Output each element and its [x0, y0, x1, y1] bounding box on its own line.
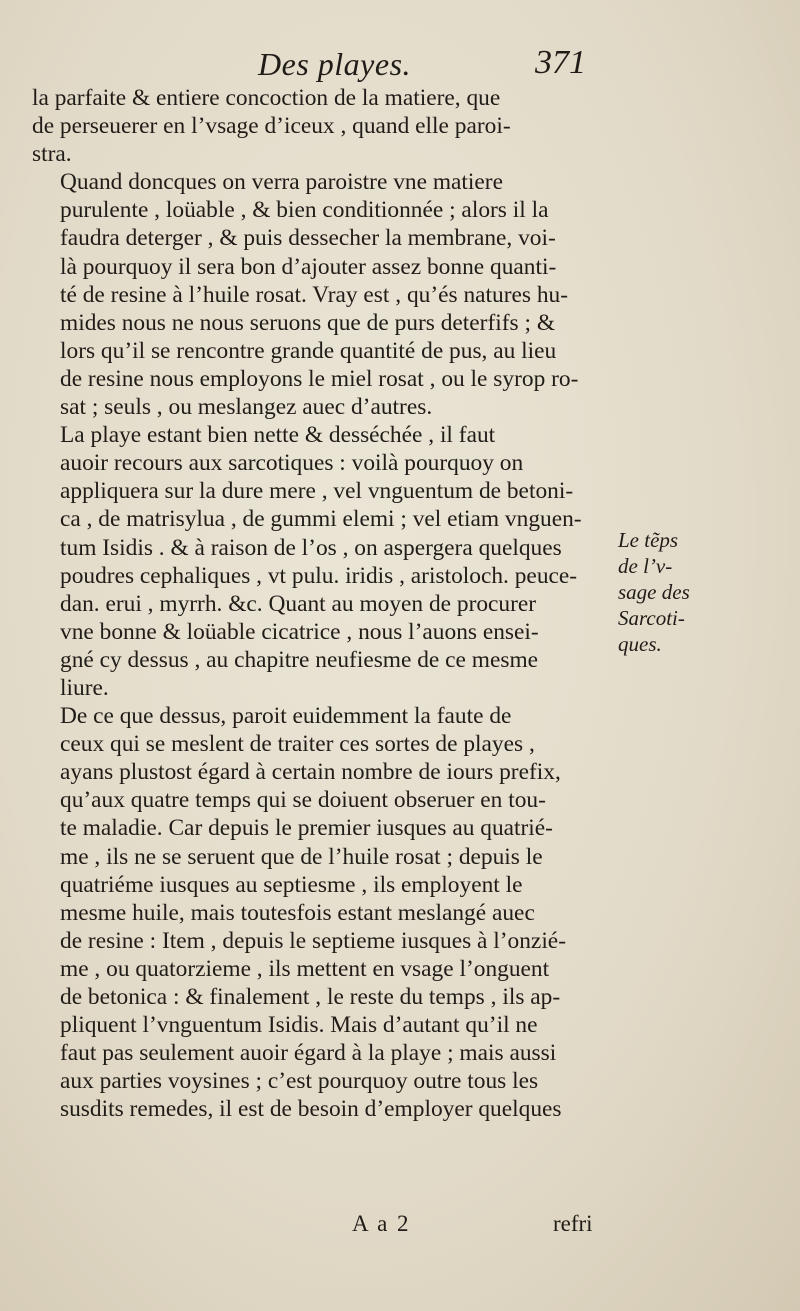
paragraph — [32, 84, 622, 168]
margin-note — [618, 527, 708, 657]
text-line: ca , de matrisylua , de gummi elemi ; vel etiam vnguen- — [60, 506, 582, 533]
text-line: appliquera sur la dure mere , vel vnguentum de betoni- — [60, 478, 574, 505]
text-line: mesme huile, mais toutesfois estant meslangé auec — [60, 899, 535, 926]
text-line: tum Isidis . & à raison de l’os , on aspergera quelques — [60, 534, 562, 561]
text-line: me , ou quatorzieme , ils mettent en vsage l’onguent — [60, 955, 550, 982]
text-line: là pourquoy il sera bon d’ajouter assez bonne quanti- — [60, 253, 557, 280]
page-number: 371 — [535, 44, 586, 81]
text-line: ceux qui se meslent de traiter ces sortes de playes , — [60, 731, 535, 758]
paragraph — [32, 168, 622, 421]
text-line: susdits remedes, il est de besoin d’employer quelques — [60, 1096, 562, 1123]
text-line: stra. — [32, 141, 72, 168]
margin-note-line: sage des — [618, 580, 690, 604]
text-line: La playe estant bien nette & desséchée , il faut — [60, 422, 496, 449]
text-line: gné cy dessus , au chapitre neufiesme de ce mesme — [60, 646, 539, 673]
text-line: Quand doncques on verra paroistre vne matiere — [60, 169, 503, 196]
text-line: liure. — [60, 674, 109, 701]
text-line: de resine : Item , depuis le septieme iusques à l’onzié- — [60, 927, 566, 954]
text-line: ayans plustost égard à certain nombre de iours prefix, — [60, 759, 561, 786]
catchword: refri — [553, 1211, 593, 1236]
page-header — [0, 40, 800, 84]
margin-note-line: de l’v- — [618, 554, 673, 578]
paragraph — [32, 702, 622, 1123]
text-line: te maladie. Car depuis le premier iusques au quatrié- — [60, 815, 553, 842]
margin-note-line: Sarcoti- — [618, 606, 685, 630]
text-line: me , ils ne se seruent que de l’huile rosat ; depuis le — [60, 843, 543, 870]
text-line: de resine nous employons le miel rosat , ou le syrop ro- — [60, 365, 579, 392]
page-footer — [0, 1207, 800, 1247]
text-line: de perseuerer en l’vsage d’iceux , quand elle paroi- — [32, 113, 511, 140]
text-line: faudra deterger , & puis dessecher la membrane, voi- — [60, 225, 556, 252]
text-line: aux parties voysines ; c’est pourquoy outre tous les — [60, 1068, 539, 1095]
text-line: De ce que dessus, paroit euidemment la faute de — [60, 703, 512, 730]
text-line: faut pas seulement auoir égard à la playe ; mais aussi — [60, 1040, 557, 1067]
text-line: quatriéme iusques au septiesme , ils employent le — [60, 871, 523, 898]
text-line: sat ; seuls , ou meslangez auec d’autres. — [60, 394, 433, 421]
text-line: qu’aux quatre temps qui se doiuent obseruer en tou- — [60, 787, 546, 814]
text-line: vne bonne & loüable cicatrice , nous l’auons ensei- — [60, 618, 539, 645]
text-line: té de resine à l’huile rosat. Vray est , qu’és natures hu- — [60, 281, 569, 308]
text-line: lors qu’il se rencontre grande quantité de pus, au lieu — [60, 337, 557, 364]
text-line: mides nous ne nous seruons que de purs deterfifs ; & — [60, 309, 556, 336]
signature-mark: A a 2 — [352, 1211, 411, 1236]
body-text — [32, 84, 622, 1123]
text-line: de betonica : & finalement , le reste du temps , ils ap- — [60, 984, 561, 1010]
margin-note-line: ques. — [618, 632, 662, 656]
text-line: poudres cephaliques , vt pulu. iridis , aristoloch. peuce- — [60, 562, 578, 589]
text-line: dan. erui , myrrh. &c. Quant au moyen de procurer — [60, 590, 537, 617]
text-line: la parfaite & entiere concoction de la matiere, que — [32, 85, 501, 111]
text-line: purulente , loüable , & bien conditionnée ; alors il la — [60, 197, 549, 224]
margin-note-line: Le tẽps — [618, 528, 679, 552]
text-line: auoir recours aux sarcotiques : voilà pourquoy on — [60, 450, 524, 477]
running-title: Des playes. — [258, 46, 412, 82]
text-line: pliquent l’vnguentum Isidis. Mais d’autant qu’il ne — [60, 1012, 538, 1039]
paragraph — [32, 421, 622, 702]
